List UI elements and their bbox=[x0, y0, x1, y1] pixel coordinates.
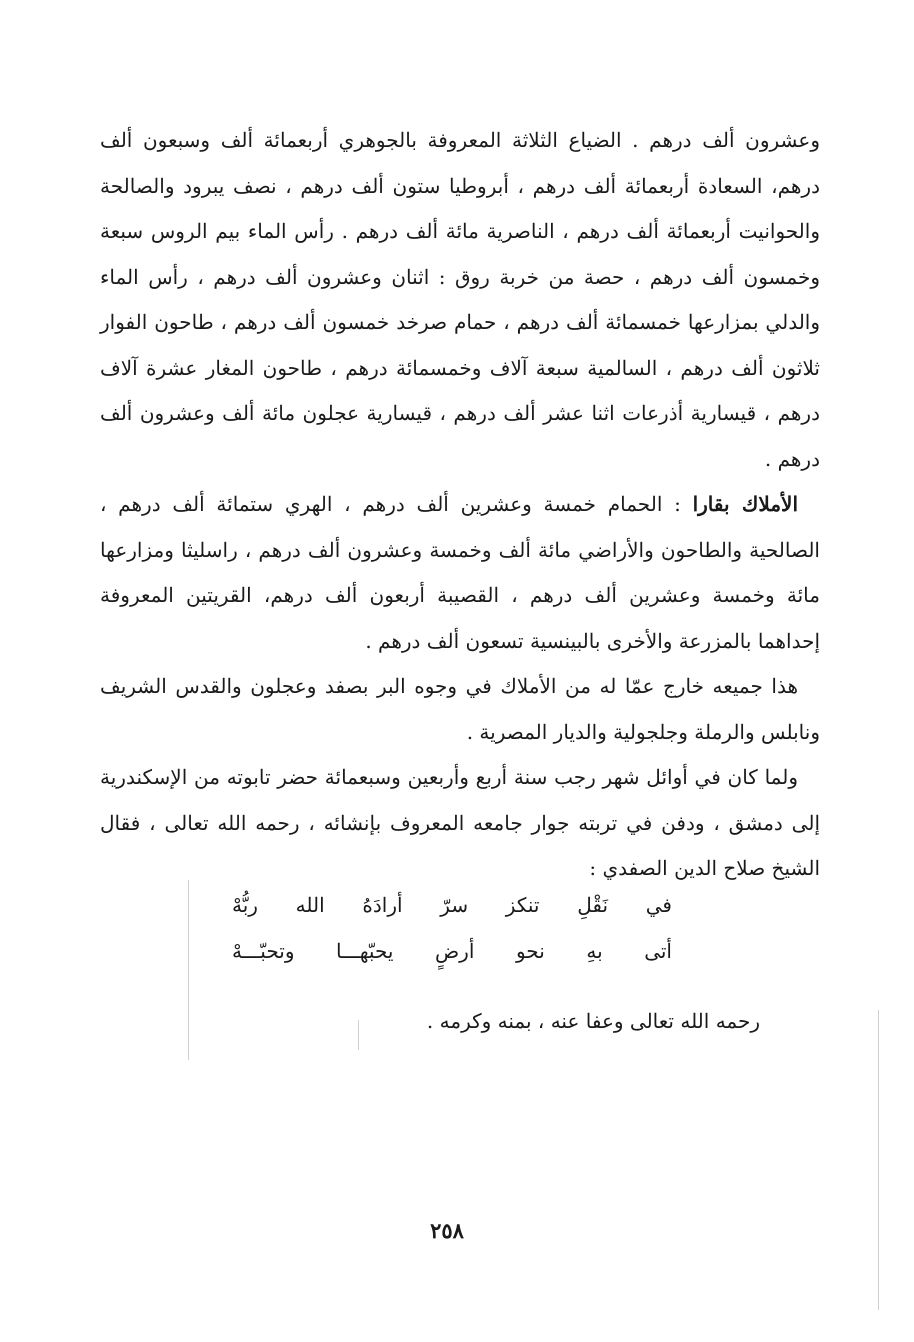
scan-artifact-line bbox=[358, 1020, 359, 1050]
poem-verses bbox=[232, 882, 672, 974]
scan-artifact-line bbox=[878, 1010, 879, 1310]
paragraph-2-heading: الأملاك بقارا bbox=[692, 492, 798, 516]
closing-line: رحمه الله تعالى وعفا عنه ، بمنه وكرمه . bbox=[426, 1009, 760, 1033]
paragraph-2 bbox=[100, 482, 820, 664]
paragraph-2-text: : الحمام خمسة وعشرين ألف درهم ، الهري ستمائة ألف درهم ، الصالحية والطاحون والأراضي مائة ألف وخمسة وعشرون ألف درهم ، راسليثا ومزارعها مائة وخمسة وعشرين ألف درهم ، القصيبة أربعون ألف درهم، القريتين المعروفة إحداهما بالمزرعة والأخرى بالبينسية تسعون ألف درهم . bbox=[100, 492, 820, 653]
poem-verse-1: في نَقْلِ تنكز سرّ أرادَهُ الله ربُّهْ bbox=[232, 893, 672, 917]
page-number: ٢٥٨ bbox=[430, 1218, 464, 1243]
paragraph-1 bbox=[100, 118, 820, 482]
scan-artifact-line bbox=[188, 880, 189, 1060]
paragraph-3 bbox=[100, 664, 820, 755]
paragraph-4-text: ولما كان في أوائل شهر رجب سنة أربع وأربعين وسبعمائة حضر تابوته من الإسكندرية إلى دمشق ، ودفن في تربته جوار جامعه المعروف بإنشائه ، رحمه الله تعالى ، فقال الشيخ صلاح الدين الصفدي : bbox=[100, 765, 820, 880]
body-text bbox=[100, 118, 820, 892]
poem-verse-2: أتى بهِ نحو أرضٍ يحبّهـــا وتحبّـــهْ bbox=[232, 939, 672, 963]
paragraph-4 bbox=[100, 755, 820, 892]
paragraph-1-text: وعشرون ألف درهم . الضياع الثلاثة المعروفة بالجوهري أربعمائة ألف وسبعون ألف درهم، السعادة أربعمائة ألف درهم ، أبروطيا ستون ألف درهم ، نصف يبرود والصالحة والحوانيت أربعمائة ألف درهم ، الناصرية مائة ألف درهم . رأس الماء بيم الروس سبعة وخمسون ألف درهم ، حصة من خربة روق : اثنان وعشرون ألف درهم ، رأس الماء والدلي بمزارعها خمسمائة ألف درهم ، حمام صرخد خمسون ألف درهم ، طاحون الفوار ثلاثون ألف درهم ، السالمية سبعة آلاف وخمسمائة درهم ، طاحون المغار عشرة آلاف درهم ، قيسارية أذرعات اثنا عشر ألف درهم ، قيسارية عجلون مائة ألف وعشرون ألف درهم . bbox=[100, 128, 820, 471]
paragraph-3-text: هذا جميعه خارج عمّا له من الأملاك في وجوه البر بصفد وعجلون والقدس الشريف ونابلس والرملة وجلجولية والديار المصرية . bbox=[100, 674, 820, 744]
